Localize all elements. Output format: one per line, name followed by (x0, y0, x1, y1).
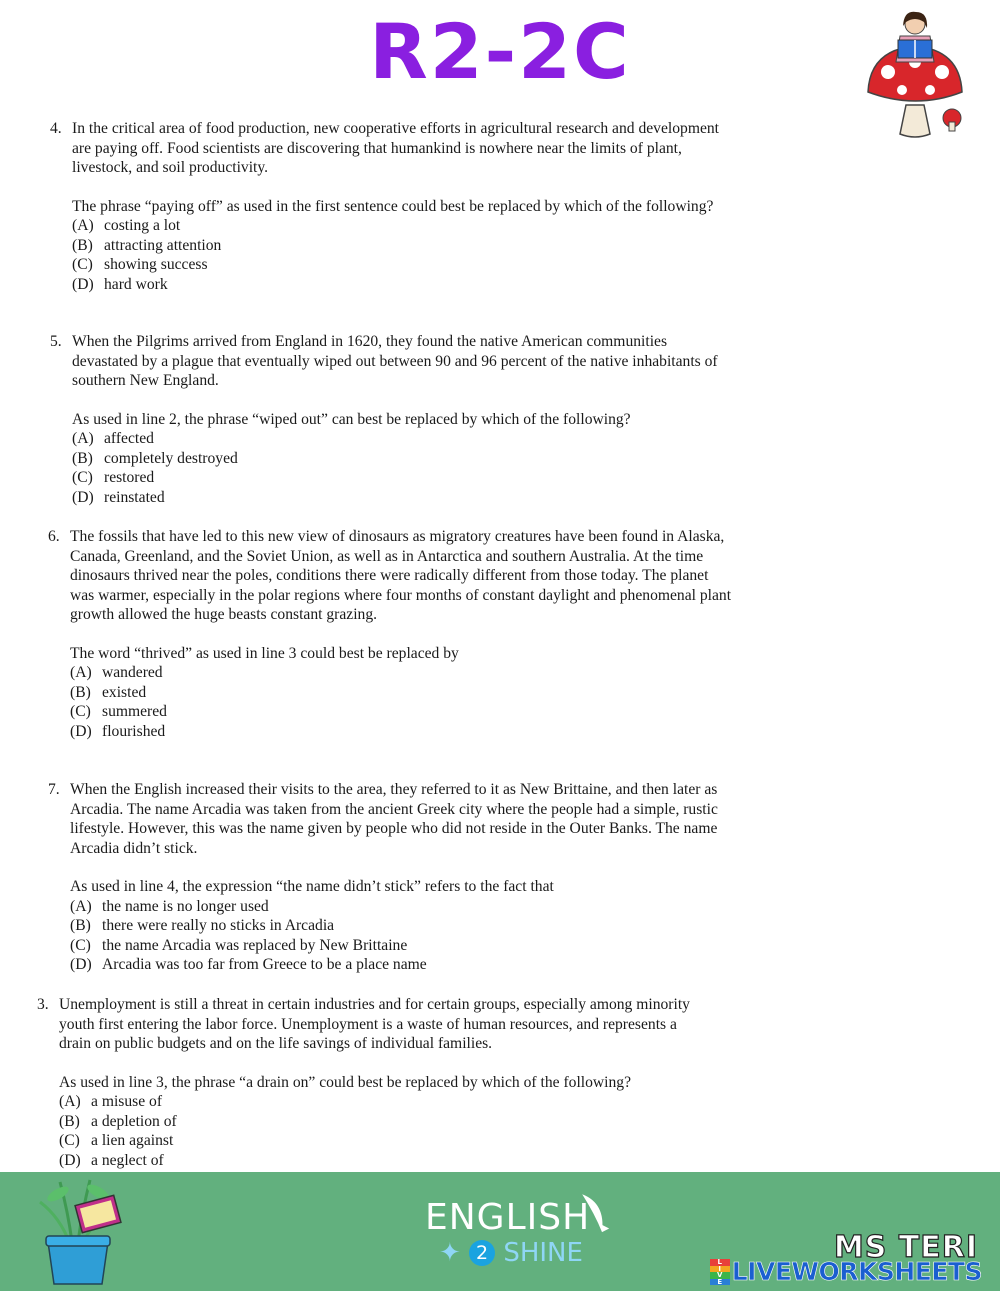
girl-reading-on-mushroom-icon (860, 10, 970, 140)
question-passage: When the Pilgrims arrived from England in 1620, they found the native American communities devastated by a plague that eventually wiped out between 90 and 96 percent of the native inhabitants of southern New England. (72, 333, 718, 389)
question-number: 7. (48, 781, 60, 798)
crescent-star-icon (575, 1192, 611, 1238)
answer-option-a[interactable]: (A) affected (72, 430, 154, 447)
question-passage: The fossils that have led to this new view of dinosaurs as migratory creatures have been found in Alaska, Canada, Greenland, and the Soviet Union, as well as in Antarctica and southern Australia. At the time dinosaurs thrived near the poles, conditions there were radically different from those today. The planet was warmer, especially in the polar regions where four months of constant daylight and phenomenal plant growth allowed the huge beasts constant grazing. (70, 528, 732, 623)
question-prompt: The word “thrived” as used in line 3 could best be replaced by (70, 644, 459, 662)
brand-english: ENGLISH (425, 1197, 591, 1238)
answer-option-a[interactable]: (A) the name is no longer used (70, 897, 269, 915)
liveworksheets-logo[interactable] (710, 1258, 982, 1286)
answer-option-d[interactable]: (D) a neglect of (59, 1151, 164, 1169)
question-passage: When the English increased their visits to the area, they referred to it as New Brittaine, and then later as Arcadia. The name Arcadia was taken from the ancient Greek city where the people had a simple, rustic lifestyle. However, this was the name given by people who did not reside in the Outer Banks. The name Arcadia didn’t stick. (70, 781, 718, 857)
answer-option-d[interactable]: (D) reinstated (72, 488, 165, 506)
answer-option-c[interactable]: (C) summered (70, 703, 167, 720)
page-title: R2-2C (369, 7, 631, 96)
footer-band (0, 1172, 1000, 1291)
answer-option-a[interactable]: (A) costing a lot (72, 217, 181, 234)
answer-option-a[interactable]: (A) wandered (70, 664, 163, 681)
question-4 (50, 119, 732, 294)
answer-option-b[interactable]: (B) attracting attention (72, 236, 222, 254)
answer-option-b[interactable]: (B) existed (70, 683, 147, 701)
answer-option-d[interactable]: (D) Arcadia was too far from Greece to be a place name (70, 956, 427, 973)
answer-option-d[interactable]: (D) hard work (72, 275, 168, 293)
question-number: 4. (50, 120, 62, 137)
question-prompt: As used in line 3, the phrase “a drain on” could best be replaced by which of the following? (59, 1073, 632, 1091)
question-number: 5. (50, 333, 62, 350)
live-badge-icon: L I V E (710, 1259, 730, 1285)
question-5 (50, 332, 732, 507)
question-prompt: The phrase “paying off” as used in the first sentence could best be replaced by which of the following? (72, 197, 714, 215)
question-8 (37, 995, 699, 1170)
answer-option-b[interactable]: (B) completely destroyed (72, 449, 238, 467)
answer-option-c[interactable]: (C) showing success (72, 256, 208, 273)
answer-option-a[interactable]: (A) a misuse of (59, 1093, 163, 1110)
liveworksheets-text: LIVEWORKSHEETS (731, 1257, 982, 1286)
question-prompt: As used in line 2, the phrase “wiped out” can best be replaced by which of the following? (72, 410, 631, 428)
question-passage: Unemployment is still a threat in certain industries and for certain groups, especially among minority youth first entering the labor force. Unemployment is a waste of human resources, and represents a drain on public budgets and on the life savings of individual families. (59, 996, 690, 1052)
english2shine-logo (425, 1198, 625, 1278)
question-6 (48, 527, 732, 741)
question-number: 6. (48, 528, 60, 545)
answer-option-c[interactable]: (C) the name Arcadia was replaced by New Brittaine (70, 936, 408, 954)
answer-option-c[interactable]: (C) a lien against (59, 1132, 174, 1149)
question-number: 3. (37, 996, 49, 1013)
brand-2shine: ✦ 2 SHINE (439, 1238, 583, 1268)
answer-option-b[interactable]: (B) there were really no sticks in Arcadia (70, 917, 335, 934)
question-passage: In the critical area of food production, new cooperative efforts in agricultural research and development are paying off. Food scientists are discovering that humankind is nowhere near the limits of plant, livestock, and soil productivity. (72, 120, 720, 176)
answer-option-d[interactable]: (D) flourished (70, 722, 166, 740)
question-7 (48, 780, 730, 975)
plant-with-book-icon (20, 1172, 140, 1291)
question-prompt: As used in line 4, the expression “the name didn’t stick” refers to the fact that (70, 878, 554, 895)
brand-shine: SHINE (503, 1238, 583, 1268)
teacher-name: MS TERI (833, 1230, 978, 1265)
brand-two-badge: 2 (469, 1240, 495, 1266)
answer-option-c[interactable]: (C) restored (72, 469, 155, 486)
answer-option-b[interactable]: (B) a depletion of (59, 1112, 177, 1130)
